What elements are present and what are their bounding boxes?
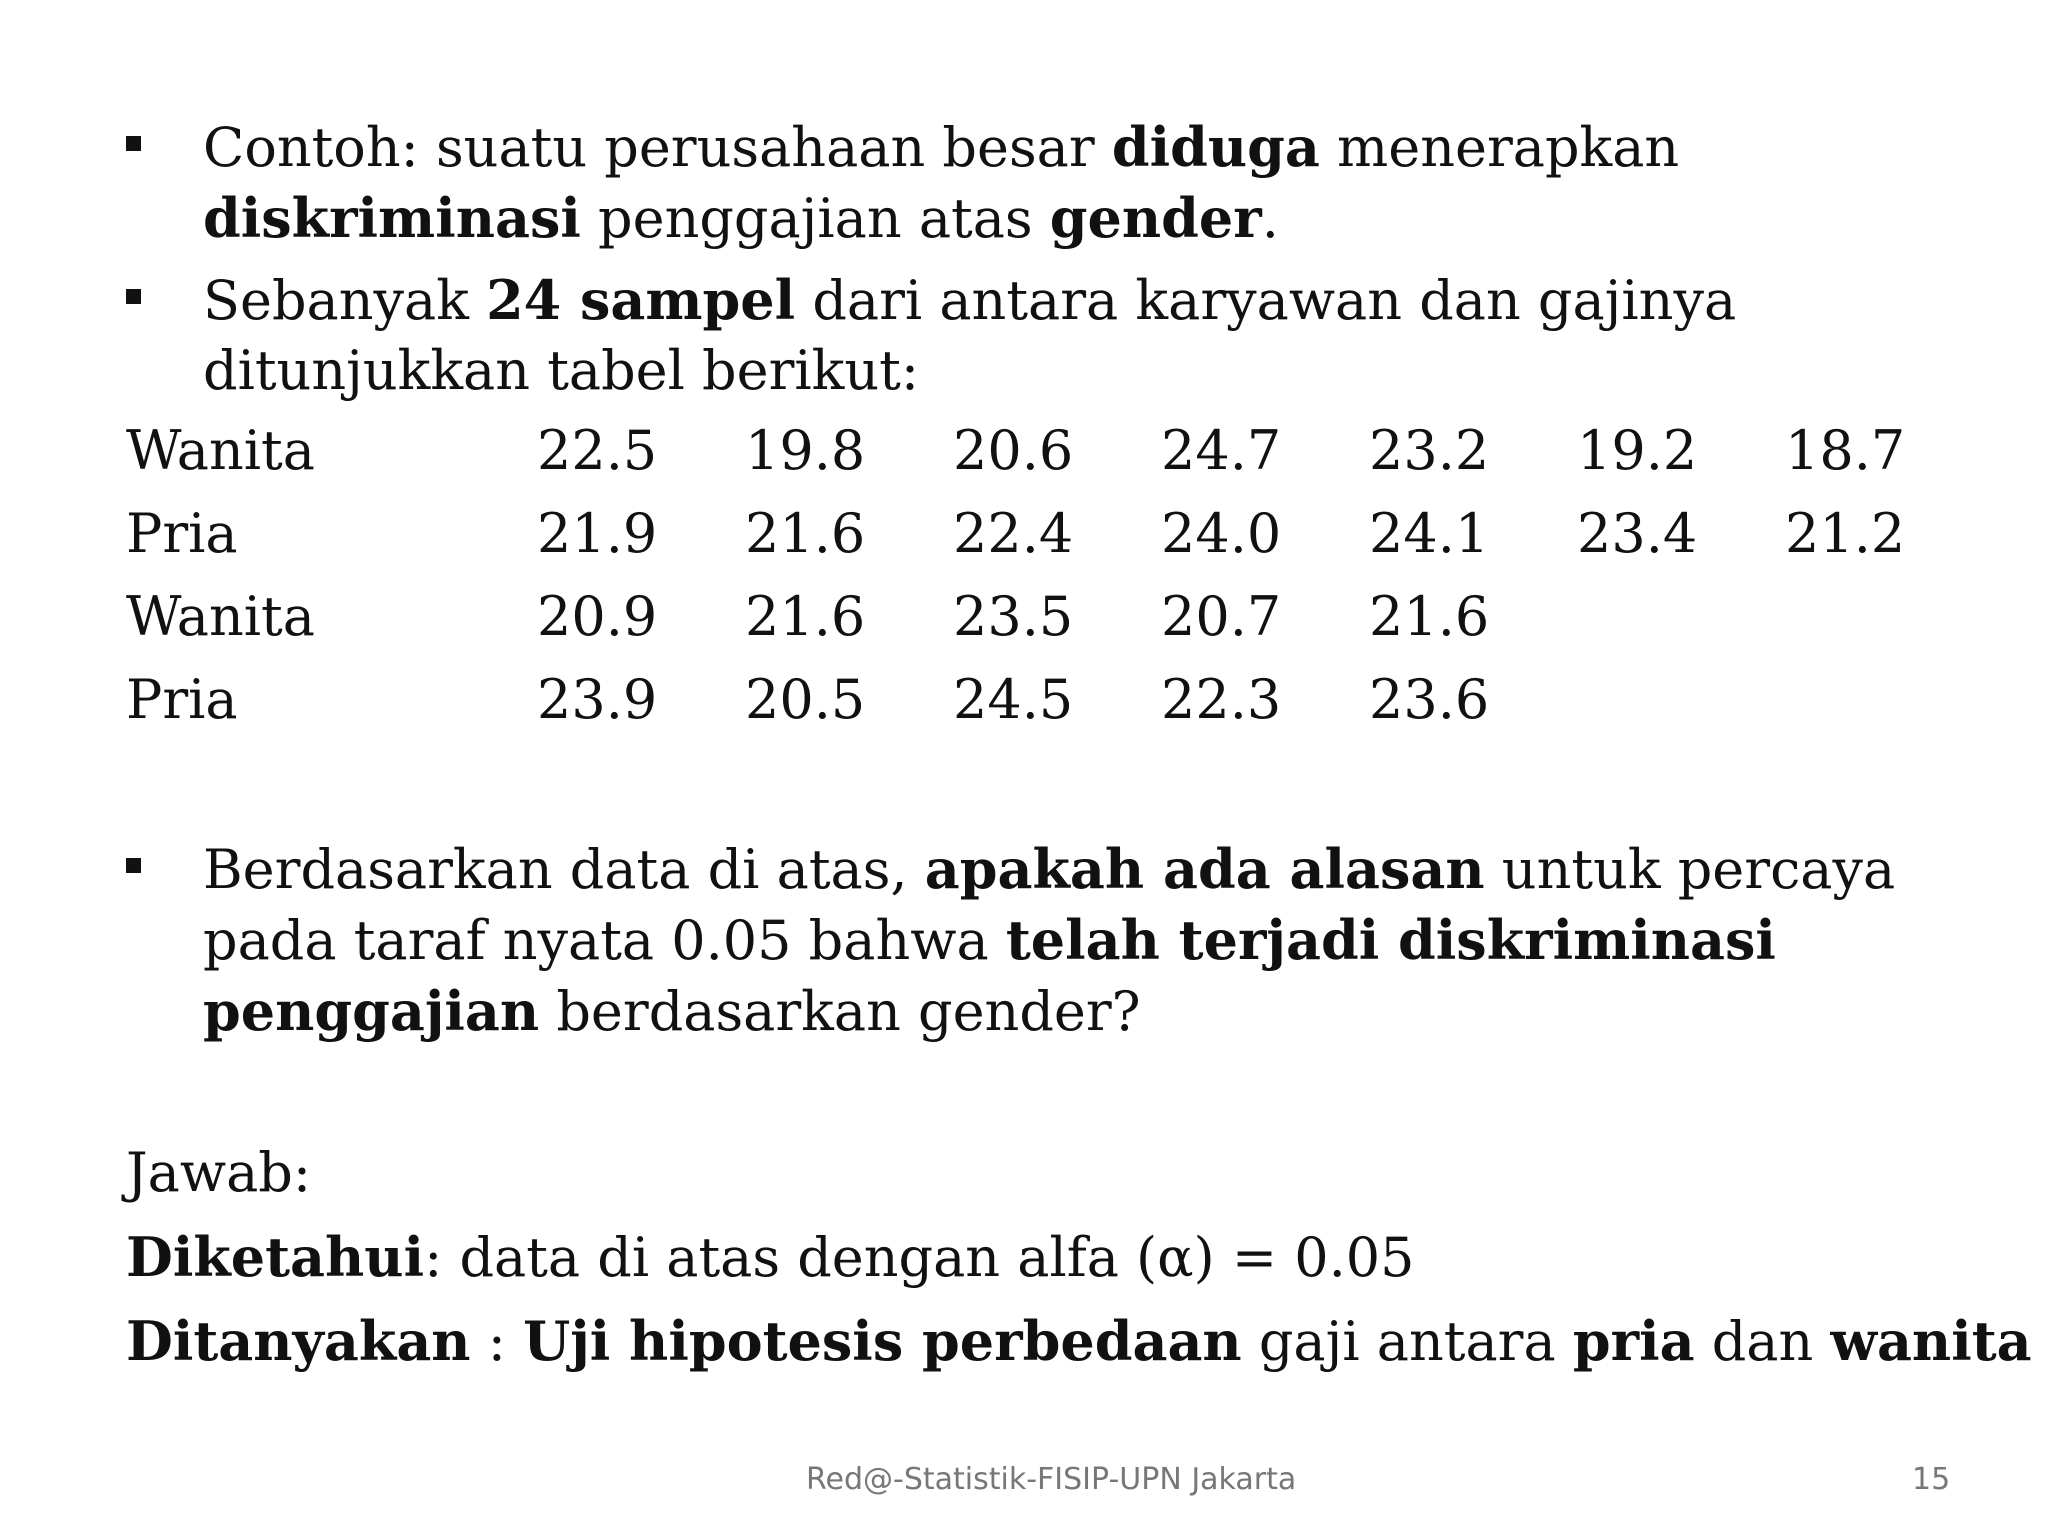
table-cell: 24.7 <box>1161 419 1282 482</box>
table-cell: 19.8 <box>745 419 866 482</box>
table-cell: 21.6 <box>1369 585 1490 648</box>
row-label: Wanita <box>126 585 315 648</box>
asked-line: Ditanyakan : Uji hipotesis perbedaan gaji antara pria dan wanita <box>126 1309 2032 1373</box>
bullet-sample <box>126 265 1976 406</box>
table-cell: 24.5 <box>953 668 1074 731</box>
table-cell: 19.2 <box>1577 419 1698 482</box>
table-cell: 22.3 <box>1161 668 1282 731</box>
table-cell: 22.5 <box>537 419 658 482</box>
table-cell: 23.9 <box>537 668 658 731</box>
square-bullet-icon <box>126 858 141 873</box>
known-line: Diketahui: data di atas dengan alfa (α) = 0.05 <box>126 1225 1415 1289</box>
table-cell: 20.5 <box>745 668 866 731</box>
row-label: Wanita <box>126 419 315 482</box>
bullet-example <box>126 112 1976 254</box>
bullet-text: Sebanyak 24 sampel dari antara karyawan dan gajinya ditunjukkan tabel berikut: <box>203 268 1737 402</box>
table-cell: 22.4 <box>953 502 1074 565</box>
table-cell: 24.1 <box>1369 502 1490 565</box>
bullet-question <box>126 834 1976 1047</box>
square-bullet-icon <box>126 136 141 151</box>
page-number: 15 <box>1912 1462 1951 1497</box>
table-cell: 20.7 <box>1161 585 1282 648</box>
table-cell: 21.9 <box>537 502 658 565</box>
table-cell: 23.2 <box>1369 419 1490 482</box>
table-cell: 23.4 <box>1577 502 1698 565</box>
bullet-text: Berdasarkan data di atas, apakah ada alasan untuk percaya pada taraf nyata 0.05 bahwa telah terjadi diskriminasi penggajian berdasarkan gender? <box>203 837 1896 1043</box>
row-label: Pria <box>126 502 238 565</box>
table-cell: 20.9 <box>537 585 658 648</box>
square-bullet-icon <box>126 289 141 304</box>
answer-heading: Jawab: <box>126 1141 312 1204</box>
row-label: Pria <box>126 668 238 731</box>
table-cell: 23.5 <box>953 585 1074 648</box>
table-cell: 24.0 <box>1161 502 1282 565</box>
table-cell: 21.2 <box>1785 502 1906 565</box>
table-cell: 21.6 <box>745 585 866 648</box>
table-cell: 23.6 <box>1369 668 1490 731</box>
bullet-text: Contoh: suatu perusahaan besar diduga menerapkan diskriminasi penggajian atas gender. <box>203 115 1680 250</box>
footer-text: Red@-Statistik-FISIP-UPN Jakarta <box>806 1462 1297 1497</box>
table-cell: 20.6 <box>953 419 1074 482</box>
table-cell: 18.7 <box>1785 419 1906 482</box>
table-cell: 21.6 <box>745 502 866 565</box>
